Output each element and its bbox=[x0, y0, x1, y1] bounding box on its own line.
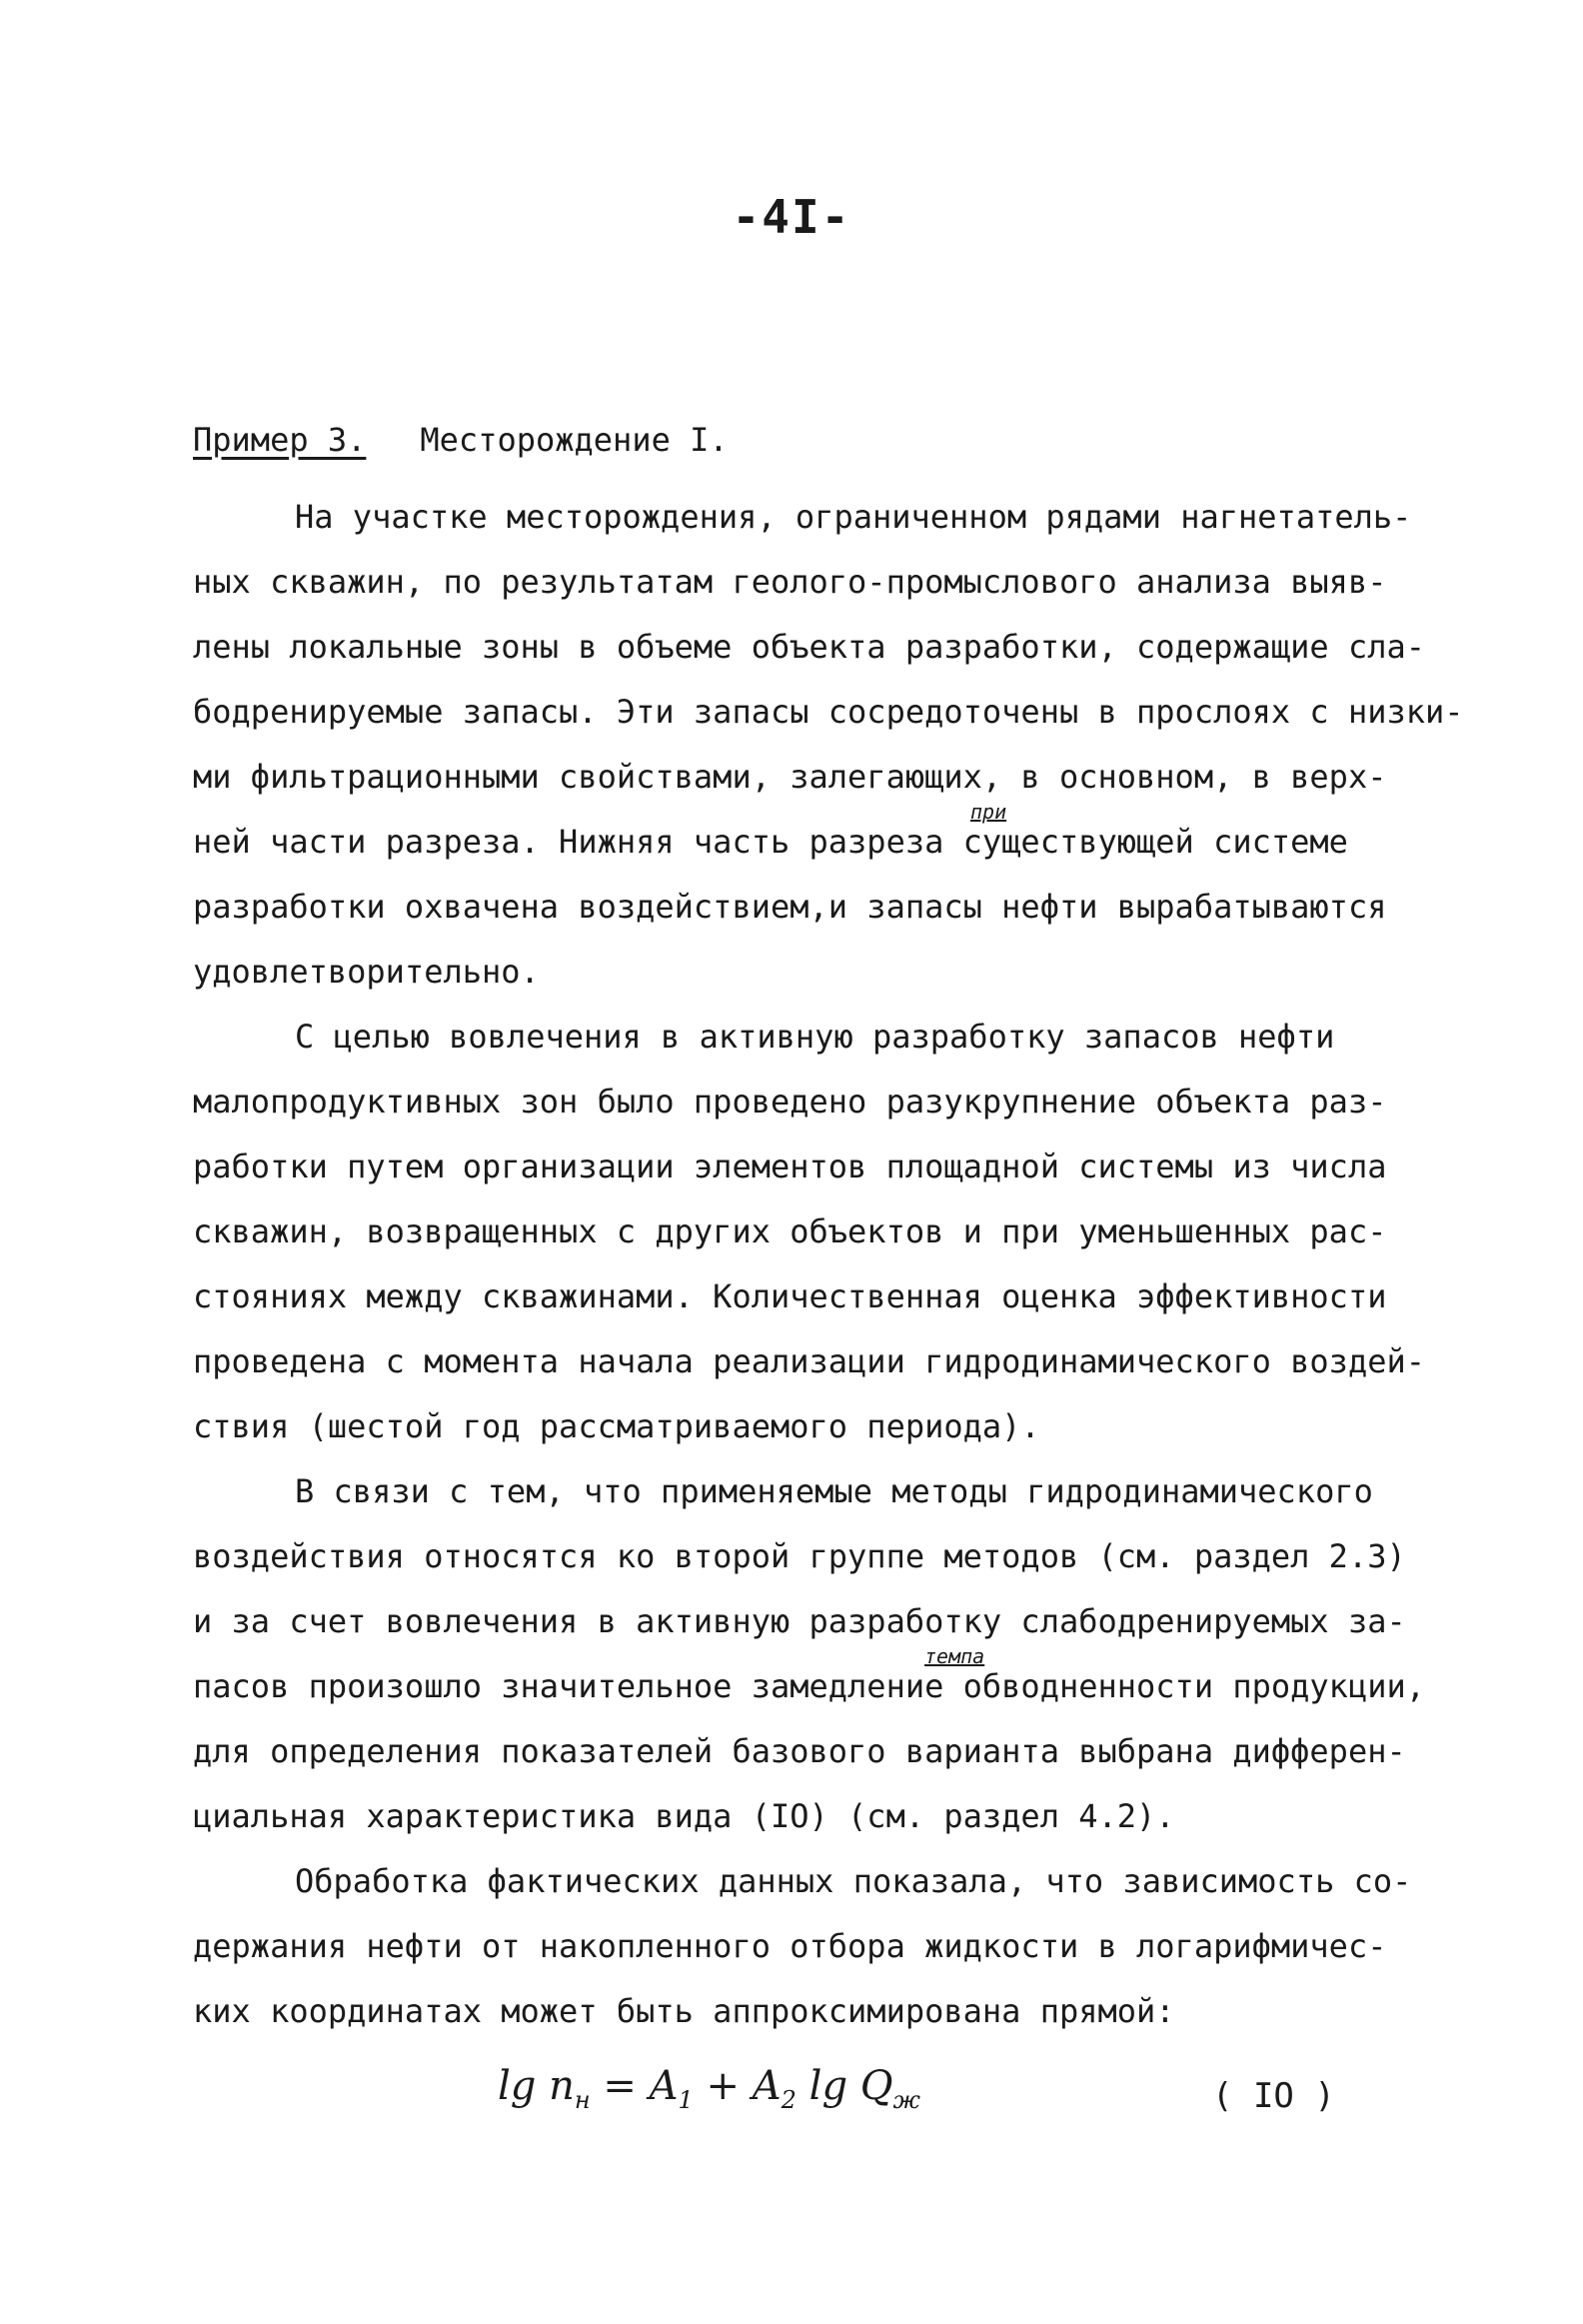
paragraph-2-line: проведена с момента начала реализации гидродинамического воздей- bbox=[193, 1342, 1425, 1380]
paragraph-2-line: скважин, возвращенных с других объектов и при уменьшенных рас- bbox=[193, 1212, 1387, 1250]
example-label: Пример 3. bbox=[193, 421, 367, 459]
paragraph-1-line: На участке месторождения, ограниченном рядами нагнетатель- bbox=[295, 498, 1412, 536]
paragraph-4-line: держания нефти от накопленного отбора жидкости в логарифмичес- bbox=[193, 1927, 1387, 1965]
paragraph-2-line: работки путем организации элементов площадной системы из числа bbox=[193, 1148, 1387, 1185]
paragraph-1-line: удовлетворительно. bbox=[193, 953, 540, 991]
equation-row bbox=[193, 2044, 1462, 2134]
paragraph-1-line-with-insert bbox=[193, 800, 1462, 875]
paragraph-3-line: В связи с тем, что применяемые методы гидродинамического bbox=[295, 1472, 1373, 1510]
paragraph-1-line: бодренируемые запасы. Эти запасы сосредоточены в прослоях с низки- bbox=[193, 693, 1464, 731]
paragraph-2-line: ствия (шестой год рассматриваемого периода). bbox=[193, 1407, 1040, 1445]
document-body bbox=[193, 408, 1462, 2134]
paragraph-2-line: С целью вовлечения в активную разработку запасов нефти bbox=[295, 1018, 1335, 1056]
paragraph-2-line: стояниях между скважинами. Количественная оценка эффективности bbox=[193, 1277, 1387, 1315]
paragraph-1-line: ми фильтрационными свойствами, залегающих, в основном, в верх- bbox=[193, 758, 1387, 796]
paragraph-3-line: воздействия относятся ко второй группе методов (см. раздел 2.3) bbox=[193, 1537, 1406, 1575]
paragraph-4-line: Обработка фактических данных показала, что зависимость со- bbox=[295, 1862, 1412, 1900]
paragraph-3-line: для определения показателей базового варианта выбрана дифферен- bbox=[193, 1732, 1406, 1770]
paragraph-4-line: ких координатах может быть аппроксимирована прямой: bbox=[193, 1992, 1175, 2030]
paragraph-1-line: разработки охвачена воздействием,и запасы нефти вырабатываются bbox=[193, 888, 1387, 926]
equation: $\lg n_н = A_1 + A_2$ $\lg Q_ж$ bbox=[498, 2063, 920, 2114]
example-heading bbox=[193, 408, 1462, 473]
paragraph-1-line: лены локальные зоны в объеме объекта разработки, содержащие сла- bbox=[193, 628, 1425, 666]
paragraph-1-line: ней части разреза. Нижняя часть разреза существующей системе bbox=[193, 823, 1348, 861]
equation-number: ( IO ) bbox=[1212, 2076, 1335, 2116]
example-title: Месторождение I. bbox=[420, 421, 729, 459]
paragraph-1-line: ных скважин, по результатам геолого-промыслового анализа выяв- bbox=[193, 563, 1387, 601]
paragraph-3-line: и за счет вовлечения в активную разработку слабодренируемых за- bbox=[193, 1602, 1406, 1640]
paragraph-2-line: малопродуктивных зон было проведено разукрупнение объекта раз- bbox=[193, 1083, 1387, 1121]
handwritten-insert-pri: при bbox=[970, 800, 1007, 824]
handwritten-insert-tempa: темпа bbox=[924, 1644, 985, 1668]
paragraph-3-line: пасов произошло значительное замедление обводненности продукции, bbox=[193, 1667, 1425, 1705]
paragraph-3-line-with-insert bbox=[193, 1644, 1462, 1719]
page-number: -4I- bbox=[732, 190, 851, 244]
paragraph-3-line: циальная характеристика вида (IO) (см. раздел 4.2). bbox=[193, 1797, 1175, 1835]
